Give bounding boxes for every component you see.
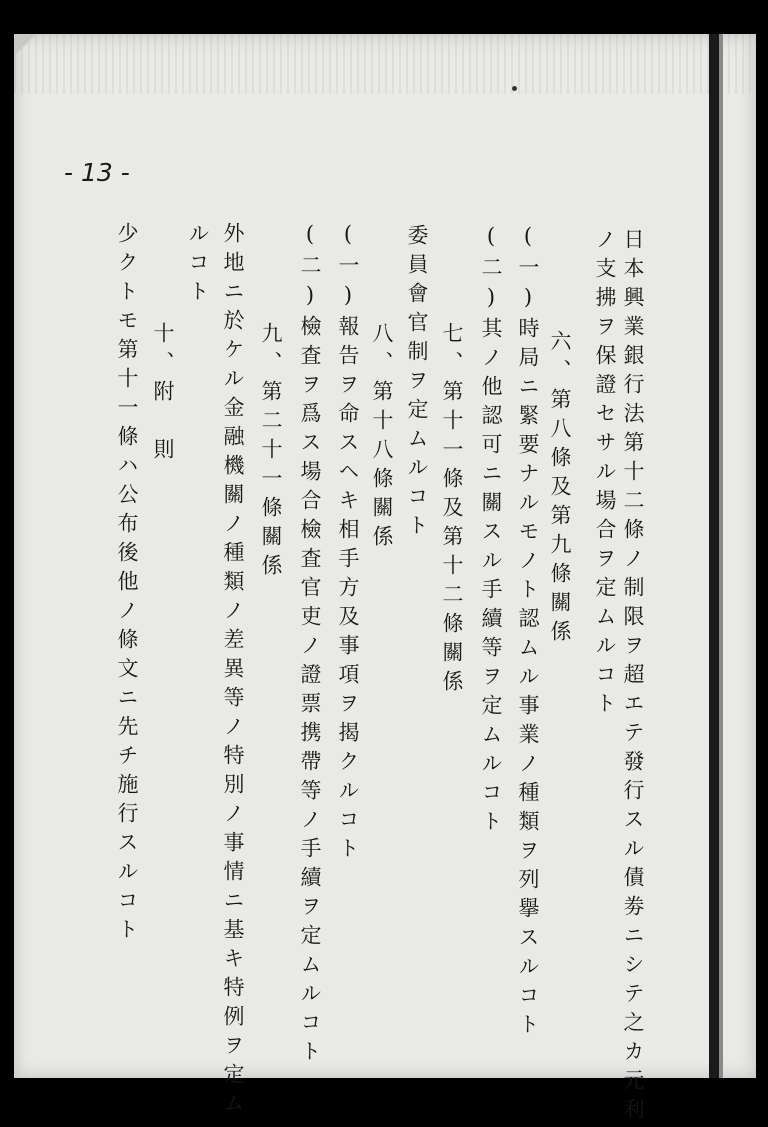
text-column-1: 日本興業銀行法第十二條ノ制限ヲ超エテ發行スル債劵ニシテ之カ元利 xyxy=(621,228,645,1127)
text-column-5: (二)其ノ他認可ニ關スル手續等ヲ定ムルコト xyxy=(479,224,503,839)
text-column-10: (二)檢査ヲ爲ス場合檢査官吏ノ證票携帶等ノ手續ヲ定ムルコト xyxy=(298,222,322,1069)
folded-corner xyxy=(14,34,36,56)
text-column-7: 委員會官制ヲ定ムルコト xyxy=(405,224,429,543)
section-heading-9: 九、第二十一條關係 xyxy=(259,322,283,583)
text-column-2: ノ支拂ヲ保證セサル場合ヲ定ムルコト xyxy=(593,228,617,721)
dust-speck xyxy=(512,86,517,91)
section-heading-7: 七、第十一條及第十二條關係 xyxy=(440,322,464,699)
text-column-9: (一)報告ヲ命スヘキ相手方及事項ヲ揭クルコト xyxy=(336,222,360,866)
section-heading-10: 十、附 則 xyxy=(151,322,175,467)
binding-shadow xyxy=(719,34,723,1078)
section-heading-8: 八、第十八條關係 xyxy=(370,322,394,554)
text-column-4: (一)時局ニ緊要ナルモノト認ムル事業ノ種類ヲ列擧スルコト xyxy=(516,224,540,1042)
text-column-15: 少クトモ第十一條ハ公布後他ノ條文ニ先チ施行スルコト xyxy=(115,222,139,947)
text-column-13: ルコト xyxy=(186,222,210,309)
binding-edge xyxy=(709,34,719,1078)
section-heading-6: 六、第八條及第九條關係 xyxy=(548,330,572,649)
text-column-12: 外地ニ於ケル金融機關ノ種類ノ差異等ノ特別ノ事情ニ基キ特例ヲ定ム xyxy=(221,222,245,1121)
page-number: - 13 - xyxy=(64,158,130,187)
scan-noise xyxy=(14,34,756,94)
